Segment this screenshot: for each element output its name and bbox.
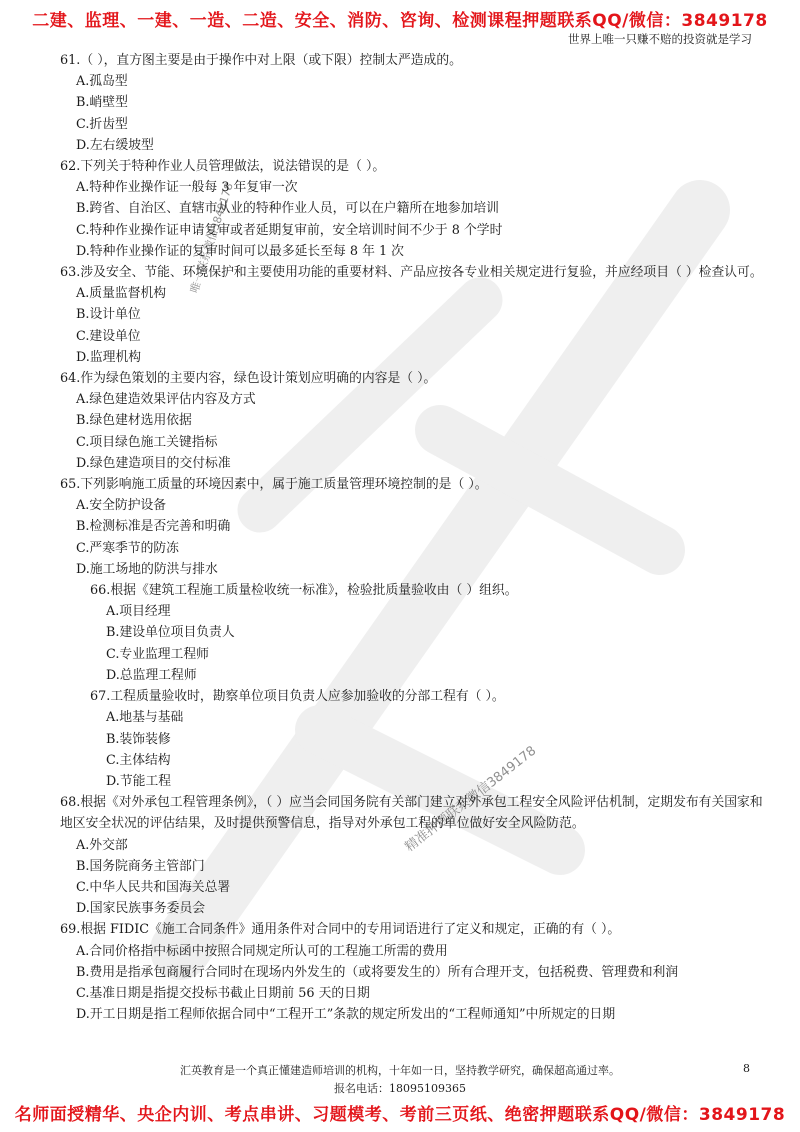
question-stem: 63.涉及安全、节能、环境保护和主要使用功能的重要材料、产品应按各专业相关规定进行复验，并应经项目（ ）检查认可。 [60,265,763,281]
question-69 [56,919,764,1025]
question-stem: 66.根据《建筑工程施工质量检收统一标准》，检验批质量验收由（ ）组织。 [90,583,518,599]
question-stem: 61.（ ），直方图主要是由于操作中对上限（或下限）控制太严造成的。 [60,53,462,68]
option-a: A.合同价格指中标函中按照合同规定所认可的工程施工所需的费用 [76,943,448,959]
option-a: A.绿色建造效果评估内容及方式 [76,392,256,408]
option-c: C.建设单位 [76,328,141,344]
option-c: C.基准日期是指提交投标书截止日期前 56 天的日期 [76,985,370,1001]
question-62 [56,156,764,262]
question-65 [56,474,764,580]
option-c: C.中华人民共和国海关总署 [76,879,231,895]
watermark-text-diagonal: 精准押题联系微信3849178 [402,743,540,855]
question-stem: 62.下列关于特种作业人员管理做法，说法错误的是（ ）。 [60,159,386,175]
option-d: D.绿色建造项目的交付标准 [76,455,231,471]
option-a: A.地基与基础 [106,710,184,726]
question-63 [56,262,764,368]
option-d: D.国家民族事务委员会 [76,901,206,917]
top-promo-banner: 二建、监理、一建、一造、二造、安全、消防、咨询、检测课程押题联系QQ/微信：3849178 [32,11,768,31]
question-list [56,50,764,1025]
footer-phone: 报名电话：18095109365 [334,1082,466,1095]
option-d: D.开工日期是指工程师依据合同中“工程开工”条款的规定所发出的“工程师通知”中所规定的日期 [76,1007,616,1023]
question-stem: 64.作为绿色策划的主要内容，绿色设计策划应明确的内容是（ ）。 [60,371,437,387]
option-d: D.节能工程 [106,773,172,789]
option-a: A.安全防护设备 [76,498,167,514]
option-a: A.外交部 [76,837,128,853]
option-b: B.检测标准是否完善和明确 [76,519,231,535]
option-c: C.主体结构 [106,752,171,768]
page-number: 8 [743,1062,750,1075]
option-d: D.左右缓坡型 [76,137,154,153]
header-motto: 世界上唯一只赚不赔的投资就是学习 [568,32,752,46]
watermark-text-vertical: 唯一联系微信3849178 [187,181,236,295]
option-c: C.严寒季节的防冻 [76,540,179,556]
option-c: C.项目绿色施工关键指标 [76,434,218,450]
question-stem: 67.工程质量验收时，勘察单位项目负责人应参加验收的分部工程有（ ）。 [90,689,505,705]
option-c: C.专业监理工程师 [106,646,209,662]
question-66 [56,580,764,686]
question-68 [56,792,764,919]
option-b: B.跨省、自治区、直辖市从业的特种作业人员，可以在户籍所在地参加培训 [76,201,499,217]
option-b: B.建设单位项目负责人 [106,625,235,641]
question-stem: 68.根据《对外承包工程管理条例》，（ ）应当会同国务院有关部门建立对外承包工程安全风险评估机制，定期发布有关国家和地区安全状况的评估结果，及时提供预警信息，指导对外承包工程的单位做好安全风险防范。 [60,795,763,832]
bottom-promo-banner: 名师面授精华、央企内训、考点串讲、习题模考、考前三页纸、绝密押题联系QQ/微信：3849178 [14,1105,786,1125]
question-stem: 69.根据 FIDIC《施工合同条件》通用条件对合同中的专用词语进行了定义和规定，正确的有（ ）。 [60,922,621,938]
question-61 [56,50,764,156]
question-67 [56,686,764,792]
option-d: D.监理机构 [76,349,142,365]
option-b: B.国务院商务主管部门 [76,858,205,874]
option-d: D.施工场地的防洪与排水 [76,561,218,577]
option-b: B.峭壁型 [76,95,128,111]
footer-tagline: 汇英教育是一个真正懂建造师培训的机构，十年如一日，坚持教学研究，确保超高通过率。 [180,1064,620,1077]
option-b: B.绿色建材选用依据 [76,413,192,429]
option-a: A.项目经理 [106,604,171,620]
option-b: B.费用是指承包商履行合同时在现场内外发生的（或将要发生的）所有合理开支，包括税费、管理费和利润 [76,964,679,980]
option-b: B.设计单位 [76,307,141,323]
option-b: B.装饰装修 [106,731,171,747]
option-c: C.折齿型 [76,116,128,132]
option-c: C.特种作业操作证申请复审或者延期复审前，安全培训时间不少于 8 个学时 [76,222,503,238]
question-64 [56,368,764,474]
option-a: A.特种作业操作证一般每 3 年复审一次 [76,180,298,196]
option-d: D.特种作业操作证的复审时间可以最多延长至每 8 年 1 次 [76,243,404,259]
option-a: A.质量监督机构 [76,286,167,302]
option-a: A.孤岛型 [76,74,128,90]
option-d: D.总监理工程师 [106,667,197,683]
question-stem: 65.下列影响施工质量的环境因素中，属于施工质量管理环境控制的是（ ）。 [60,477,488,493]
